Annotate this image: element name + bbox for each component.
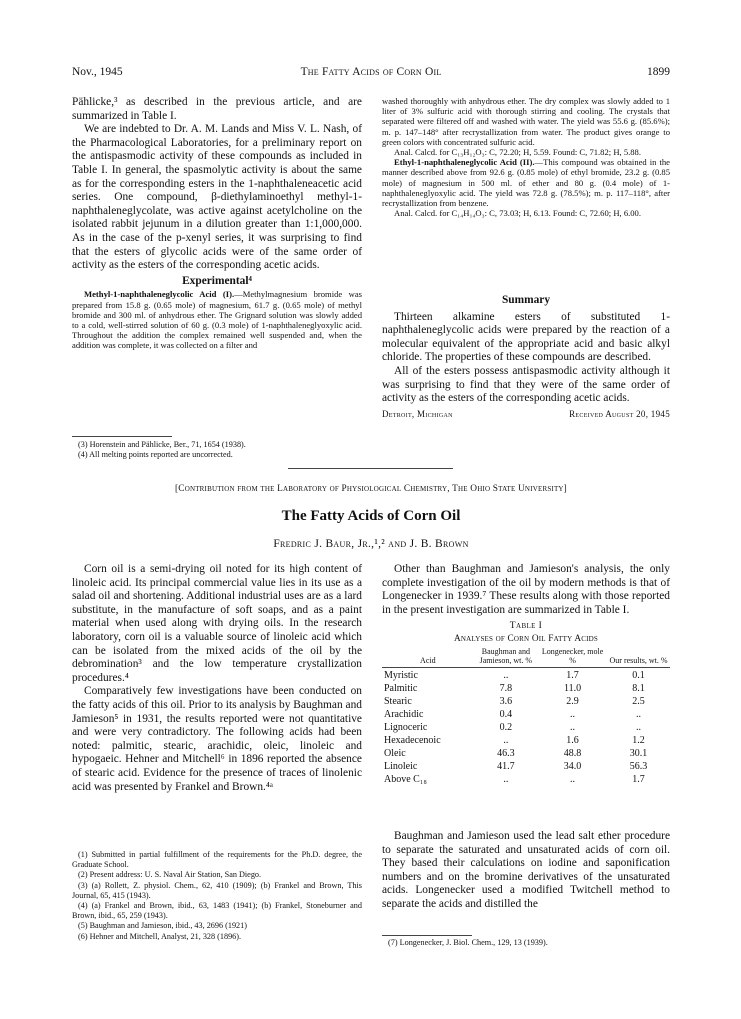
paragraph: Ethyl-1-naphthaleneglycolic Acid (II).—This compound was obtained in the manner described above from 92.6 g. (0.85 mole) of ethyl bromide, 23.2 g. (0.85 mole) of magnesium in 500 ml. of ether and 80 g. (0.4 mole) of 1-naphthaleneglyoxylic acid. The yield was 72.8 g. (78.5%); m. p. 117–118°, after recrystallization from benzene.	[382, 157, 670, 209]
section-heading: Experimental⁴	[182, 274, 252, 287]
column-header: Acid	[420, 655, 436, 665]
table-title: Analyses of Corn Oil Fatty Acids	[454, 634, 598, 644]
header-date: Nov., 1945	[72, 66, 123, 78]
footnote-rule	[382, 935, 472, 936]
footnote: (7) Longenecker, J. Biol. Chem., 129, 13 (1939).	[388, 938, 548, 947]
paragraph: All of the esters possess antispasmodic activity although it was surprising to find that they were of the same order of activity as the esters of the corresponding acetic acids.	[382, 364, 670, 405]
paragraph: Comparatively few investigations have been conducted on the fatty acids of this oil. Prior to its analysis by Baughman and Jamieson⁵ in 1931, the results reported were not quantitative and were very contradictory. The following acids had been noted: palmitic, stearic, arachidic, oleic, linoleic and hypogaeic. Hehner and Mitchell⁶ in 1896 reported the absence of stearic acid. Evidence for the presence of traces of linolenic acid was presented by Frankel and Brown.⁴ᵃ	[72, 685, 362, 793]
table-row: Above C₁₈ .. .. 1.7	[384, 774, 645, 786]
table-row: Palmitic 7.8 11.0 8.1	[384, 683, 645, 695]
top-right-column	[382, 96, 670, 218]
paragraph: washed thoroughly with anhydrous ether. The dry complex was slowly added to 1 liter of 3% sulfuric acid with thorough stirring and cooling. The crystals that separated were filtered off and washed with water. The yield was 55.6 g. (85.6%); m. p. 147–148° after recrystallization from water. The product gives orange to green colors with concentrated sulfuric acid.	[382, 96, 670, 147]
analysis-line: Anal. Calcd. for C₁₃H₁₂O₃: C, 72.20; H, 5.59. Found: C, 71.82; H, 5.88.	[394, 147, 642, 158]
column-header: Baughman and Jamieson, wt. %	[479, 647, 533, 665]
table-row: Oleic 46.3 48.8 30.1	[384, 748, 648, 760]
footnote: (1) Submitted in partial fulfillment of the requirements for the Ph.D. degree, the Graduate School.	[72, 850, 362, 870]
right-footnote	[382, 938, 670, 948]
page-number: 1899	[647, 66, 670, 78]
footnote: (2) Present address: U. S. Naval Air Station, San Diego.	[78, 870, 262, 880]
footnote: (3) Horenstein and Pählicke, Ber., 71, 1654 (1938).	[78, 440, 246, 449]
footnote: (4) All melting points reported are uncorrected.	[78, 450, 233, 460]
table-row: Lignoceric 0.2 .. ..	[384, 722, 642, 734]
article-left-column	[72, 563, 362, 794]
table-row: Arachidic 0.4 .. ..	[384, 709, 642, 721]
table-label: Table I	[509, 621, 543, 631]
column-header: Our results, wt. %	[609, 655, 668, 665]
article-right-column	[382, 563, 670, 617]
header-title: The Fatty Acids of Corn Oil	[300, 66, 442, 78]
table-row: Hexadecenoic .. 1.6 1.2	[384, 735, 645, 747]
table-row: Myristic .. 1.7 0.1	[384, 670, 645, 682]
footnote-rule	[72, 436, 172, 437]
footnote: (5) Baughman and Jamieson, ibid., 43, 2696 (1921)	[78, 921, 247, 931]
paragraph: We are indebted to Dr. A. M. Lands and Miss V. L. Nash, of the Pharmacological Laboratories, for a preliminary report on the antispasmodic activity of these compounds as included in Table I. In general, the spasmolytic activity is about the same as for the corresponding esters in the 1-naphthaleneacetic acid series. One compound, β-diethylaminoethyl methyl-1-naphthaleneglycolate, was active against acetylcholine on the isolated rabbit jejunum in a dilution greater than 1:1,000,000. As in the case of the p-xenyl series, it was surprising to find that the esters of glycolic acids were of the same order of activity as the esters of the corresponding acetic acids.	[72, 123, 362, 272]
analysis-line: Anal. Calcd. for C₁₄H₁₄O₃: C, 73.03; H, 6.13. Found: C, 72.60; H, 6.00.	[394, 208, 642, 219]
article-right-column-continued	[382, 830, 670, 912]
signoff-received: Received August 20, 1945	[569, 408, 670, 419]
column-header: Longenecker, mole %	[541, 647, 604, 665]
paragraph: Baughman and Jamieson used the lead salt ether procedure to separate the saturated and unsaturated acids of corn oil. They based their calculations on iodine and saponification numbers and on the bromine derivatives of the unsaturated acids. Longenecker used a modified Twitchell method to separate the acids and distilled the	[382, 830, 670, 910]
footnote: (3) (a) Rollett, Z. physiol. Chem., 62, 410 (1909); (b) Frankel and Brown, This Journal, 65, 415 (1943).	[72, 880, 362, 900]
table-row: Linoleic 41.7 34.0 56.3	[384, 761, 648, 773]
footnote: (4) (a) Frankel and Brown, ibid., 63, 1483 (1941); (b) Frankel, Stoneburner and Brown, ibid., 65, 259 (1943).	[72, 901, 362, 921]
paragraph: Corn oil is a semi-drying oil noted for its high content of linoleic acid. Its principal commercial value lies in its use as a salad oil and shortening. Additional industrial uses are as a lard substitute, in the manufacture of soft soaps, and as a paint material when used along with drying oils. In the research laboratory, corn oil is a valuable source of linoleic acid which can be isolated from the mixed acids of the oil by the debromination³ and the low temperature crystallization procedures.⁴	[72, 563, 362, 684]
top-left-column	[72, 96, 362, 351]
article-divider	[288, 468, 453, 469]
summary-section	[382, 294, 670, 421]
paragraph: Methyl-1-naphthaleneglycolic Acid (I).—Methylmagnesium bromide was prepared from 15.8 g. (0.65 mole) of magnesium, 61.7 g. (0.65 mole) of methyl bromide and 300 ml. of anhydrous ether. The Grignard solution was slowly added to a cold, well-stirred solution of 60 g. (0.3 mole) of 1-naphthaleneglyoxylic acid. Throughout the addition the complex remained well suspended and, when the addition was complete, it was collected on a filter and	[72, 289, 362, 351]
paragraph: Thirteen alkamine esters of substituted 1-naphthaleneglycolic acids were prepared by the reaction of a molecular equivalent of the appropriate acid and basic alkyl chloride. The properties of these compounds are described.	[382, 310, 670, 364]
paragraph: Other than Baughman and Jamieson's analysis, the only complete investigation of the oil by modern methods is that of Longenecker in 1939.⁷ These results along with those reported in the present investigation are summarized in Table I.	[382, 563, 670, 616]
table-row: Stearic 3.6 2.9 2.5	[384, 696, 645, 708]
article-footnotes	[72, 850, 362, 942]
top-footnotes	[72, 440, 362, 460]
footnote: (6) Hehner and Mitchell, Analyst, 21, 328 (1896).	[78, 931, 242, 941]
table-header-row	[382, 648, 670, 665]
contribution-line: [Contribution from the Laboratory of Physiological Chemistry, The Ohio State University]	[175, 484, 567, 494]
article-authors: Fredric J. Baur, Jr.,¹,² and J. B. Brown	[273, 538, 469, 550]
fatty-acids-table	[382, 648, 670, 785]
section-heading: Summary	[501, 294, 551, 306]
article-title: The Fatty Acids of Corn Oil	[281, 508, 461, 524]
signoff-location: Detroit, Michigan	[382, 408, 453, 419]
signoff	[382, 408, 670, 422]
paragraph: Pählicke,³ as described in the previous article, and are summarized in Table I.	[72, 96, 362, 122]
